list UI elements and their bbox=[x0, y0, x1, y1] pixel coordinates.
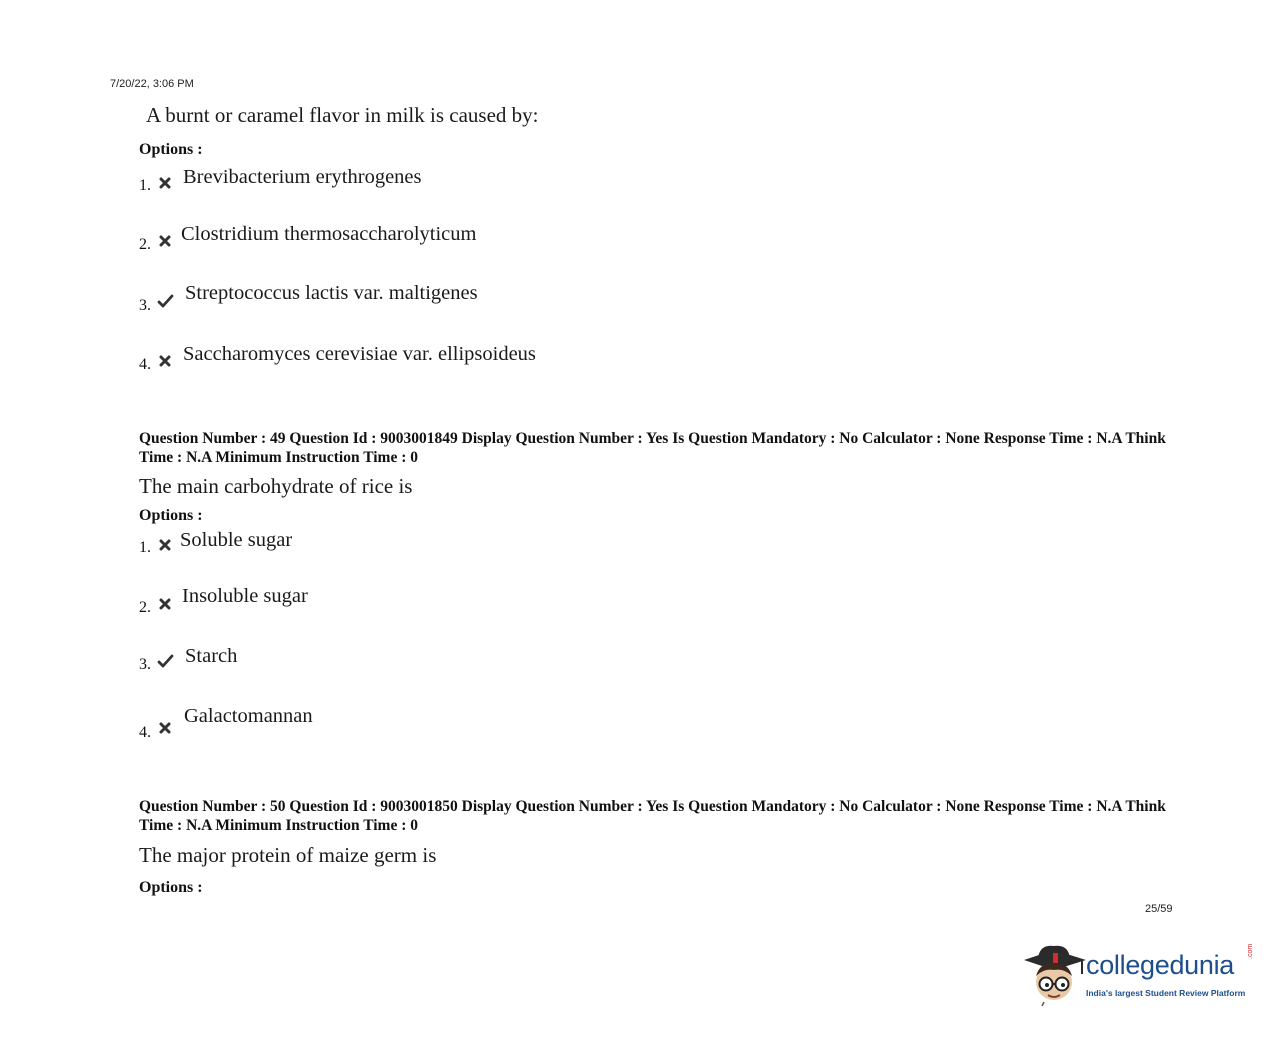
page-number: 25/59 bbox=[1145, 903, 1173, 915]
option-text: Galactomannan bbox=[184, 705, 313, 727]
check-icon bbox=[157, 654, 174, 668]
option-text: Saccharomyces cerevisiae var. ellipsoideus bbox=[183, 343, 536, 365]
option-number: 2. bbox=[139, 599, 151, 616]
option-text: Starch bbox=[185, 645, 238, 667]
option-text: Insoluble sugar bbox=[182, 585, 308, 607]
cross-icon bbox=[158, 721, 172, 735]
cross-icon bbox=[158, 597, 172, 611]
cross-icon bbox=[158, 538, 172, 552]
check-icon bbox=[157, 294, 174, 308]
options-label: Options : bbox=[139, 879, 203, 896]
question-49-text: The main carbohydrate of rice is bbox=[139, 474, 413, 498]
question-48-text: A burnt or caramel flavor in milk is caused by: bbox=[146, 103, 539, 127]
question-50-meta: Question Number : 50 Question Id : 9003001850 Display Question Number : Yes Is Question Mandatory : No Calculator : None Response Time : N.A Think Time : N.A Minimum Instruction Time : 0 bbox=[139, 798, 1166, 834]
options-label: Options : bbox=[139, 141, 203, 158]
mascot-icon bbox=[1024, 940, 1086, 1006]
page-timestamp: 7/20/22, 3:06 PM bbox=[110, 78, 194, 90]
brand-tagline: India's largest Student Review Platform bbox=[1086, 988, 1246, 998]
cross-icon bbox=[158, 354, 172, 368]
collegedunia-logo[interactable] bbox=[1024, 938, 1254, 1010]
option-number: 1. bbox=[139, 539, 151, 556]
brand-name: collegedunia bbox=[1086, 950, 1235, 980]
option-number: 1. bbox=[139, 177, 151, 194]
option-text: Soluble sugar bbox=[180, 529, 293, 551]
question-50-text: The major protein of maize germ is bbox=[139, 843, 437, 867]
option-number: 3. bbox=[139, 656, 151, 673]
option-number: 4. bbox=[139, 724, 151, 741]
question-49-meta: Question Number : 49 Question Id : 9003001849 Display Question Number : Yes Is Question Mandatory : No Calculator : None Response Time : N.A Think Time : N.A Minimum Instruction Time : 0 bbox=[139, 430, 1166, 466]
cross-icon bbox=[158, 176, 172, 190]
cross-icon bbox=[158, 234, 172, 248]
option-text: Brevibacterium erythrogenes bbox=[183, 166, 422, 188]
option-number: 3. bbox=[139, 297, 151, 314]
option-text: Streptococcus lactis var. maltigenes bbox=[185, 282, 478, 304]
option-number: 4. bbox=[139, 356, 151, 373]
option-number: 2. bbox=[139, 236, 151, 253]
options-label: Options : bbox=[139, 507, 203, 524]
option-text: Clostridium thermosaccharolyticum bbox=[181, 223, 477, 245]
brand-suffix: .com bbox=[1247, 943, 1254, 959]
